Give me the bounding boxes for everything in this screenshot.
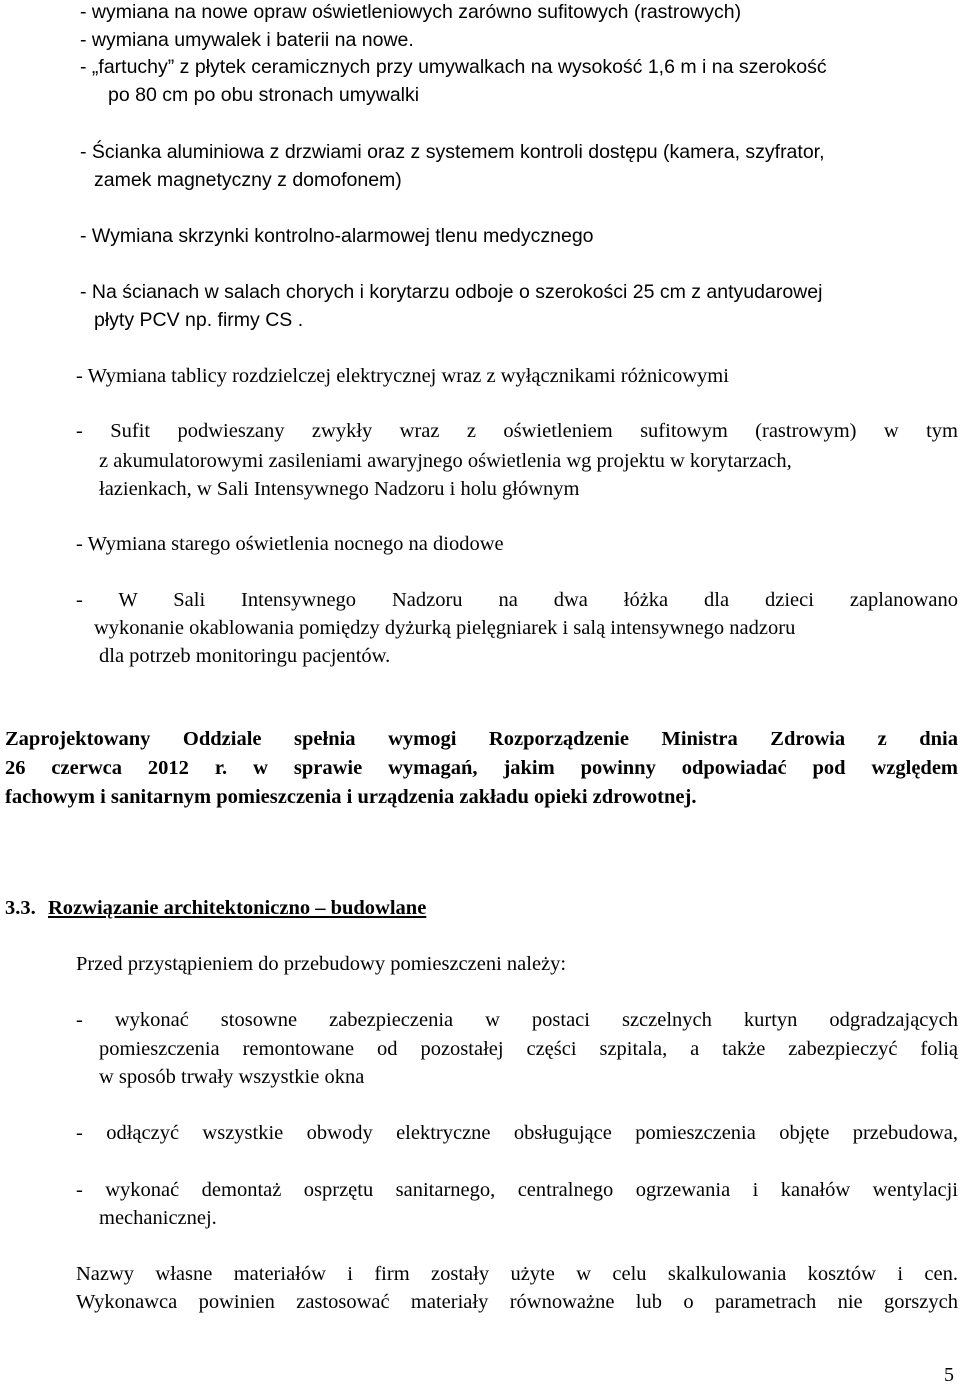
list-item: - wykonać stosowne zabezpieczenia w postaci szczelnych kurtyn odgradzających [76,1009,958,1031]
bold-paragraph: 26 czerwca 2012 r. w sprawie wymagań, jakim powinny odpowiadać pod względem [5,757,958,779]
list-item: - Ścianka aluminiowa z drzwiami oraz z systemem kontroli dostępu (kamera, szyfrator, [80,141,825,163]
section-number: 3.3. [5,897,36,919]
paragraph: Wykonawca powinien zastosować materiały równoważne lub o parametrach nie gorszych [76,1291,958,1313]
list-item: - odłączyć wszystkie obwody elektryczne obsługujące pomieszczenia objęte przebudowa, [76,1122,958,1144]
list-item: - Wymiana skrzynki kontrolno-alarmowej tlenu medycznego [80,225,594,247]
list-item-continuation: zamek magnetyczny z domofonem) [94,169,402,191]
list-item: - W Sali Intensywnego Nadzoru na dwa łóżka dla dzieci zaplanowano [76,589,958,611]
list-item: - „fartuchy” z płytek ceramicznych przy umywalkach na wysokość 1,6 m i na szerokość [80,56,827,78]
list-item-continuation: w sposób trwały wszystkie okna [99,1066,365,1088]
list-item-continuation: płyty PCV np. firmy CS . [94,309,304,331]
list-item: - Na ścianach w salach chorych i korytarzu odboje o szerokości 25 cm z antyudarowej [80,281,823,303]
list-item-continuation: z akumulatorowymi zasileniami awaryjnego oświetlenia wg projektu w korytarzach, [99,450,792,472]
paragraph: Przed przystąpieniem do przebudowy pomieszczeni należy: [76,953,567,975]
list-item: - wymiana umywalek i baterii na nowe. [80,29,414,51]
list-item: - wymiana na nowe opraw oświetleniowych zarówno sufitowych (rastrowych) [80,1,742,23]
list-item-continuation: mechanicznej. [99,1207,217,1229]
section-heading: Rozwiązanie architektoniczno – budowlane [48,897,427,919]
list-item: - Wymiana starego oświetlenia nocnego na diodowe [76,533,504,555]
list-item-continuation: po 80 cm po obu stronach umywalki [108,84,420,106]
list-item-continuation: wykonanie okablowania pomiędzy dyżurką pielęgniarek i salą intensywnego nadzoru [94,617,796,639]
list-item-continuation: łazienkach, w Sali Intensywnego Nadzoru i holu głównym [99,478,580,500]
paragraph: Nazwy własne materiałów i firm zostały użyte w celu skalkulowania kosztów i cen. [76,1263,958,1285]
list-item: - Wymiana tablicy rozdzielczej elektrycznej wraz z wyłącznikami różnicowymi [76,365,729,387]
list-item: - Sufit podwieszany zwykły wraz z oświetleniem sufitowym (rastrowym) w tym [76,420,958,442]
list-item: - wykonać demontaż osprzętu sanitarnego, centralnego ogrzewania i kanałów wentylacji [76,1179,958,1201]
bold-paragraph: fachowym i sanitarnym pomieszczenia i urządzenia zakładu opieki zdrowotnej. [5,786,697,808]
list-item-continuation: pomieszczenia remontowane od pozostałej części szpitala, a także zabezpieczyć folią [99,1038,958,1060]
page-number: 5 [944,1364,954,1386]
bold-paragraph: Zaprojektowany Oddziale spełnia wymogi Rozporządzenie Ministra Zdrowia z dnia [5,728,958,750]
list-item-continuation: dla potrzeb monitoringu pacjentów. [99,645,391,667]
